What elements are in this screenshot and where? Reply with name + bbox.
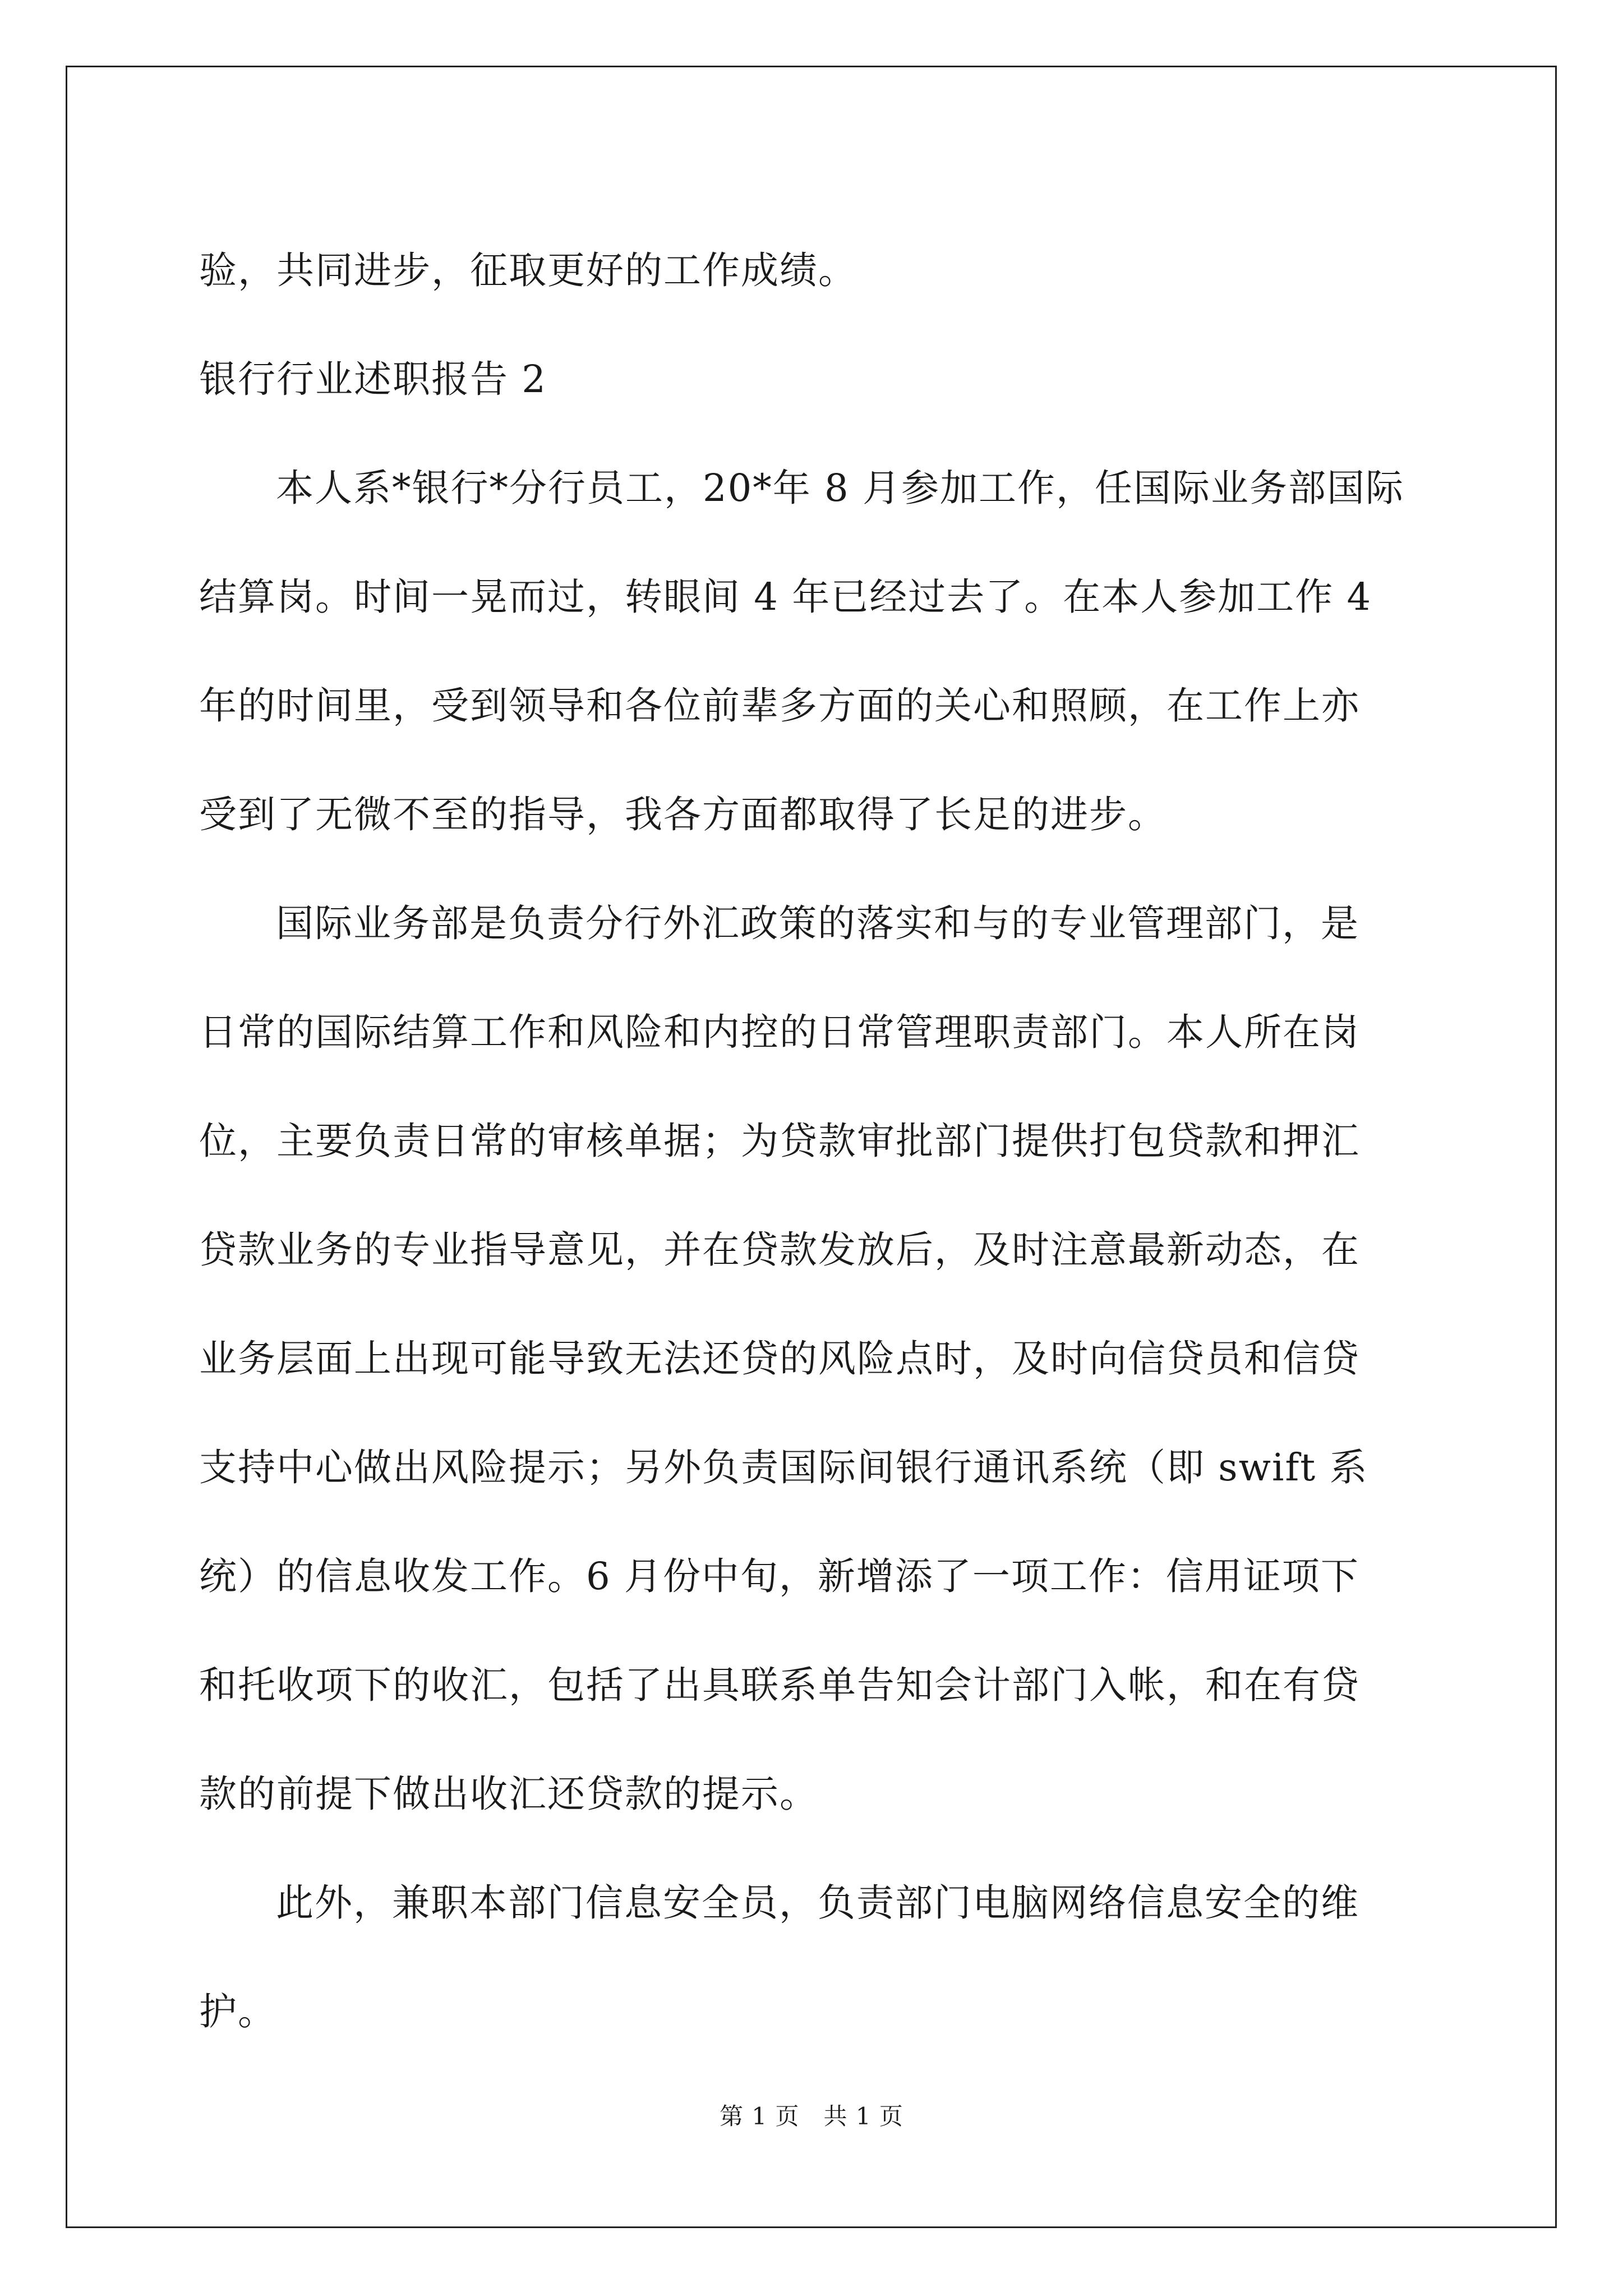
paragraph-2-line: 统）的信息收发工作。6 月份中旬，新增添了一项工作：信用证项下 [199,1554,1359,1598]
page-footer: 第 1 页 共 1 页 [720,2102,903,2130]
paragraph-1-line: 结算岗。时间一晃而过，转眼间 4 年已经过去了。在本人参加工作 4 [199,575,1372,619]
paragraph-2-line: 支持中心做出风险提示；另外负责国际间银行通讯系统（即 swift 系 [199,1446,1368,1489]
paragraph-2-line: 款的前提下做出收汇还贷款的提示。 [199,1772,818,1816]
paragraph-2-line: 国际业务部是负责分行外汇政策的落实和与的专业管理部门，是 [276,901,1359,945]
paragraph-2-line: 日常的国际结算工作和风险和内控的日常管理职责部门。本人所在岗 [199,1010,1360,1054]
section-heading: 银行行业述职报告 2 [199,357,547,401]
paragraph-2-line: 和托收项下的收汇，包括了出具联系单告知会计部门入帐，和在有贷 [199,1663,1360,1707]
paragraph-1-line: 受到了无微不至的指导，我各方面都取得了长足的进步。 [199,793,1166,836]
paragraph-2-line: 位，主要负责日常的审核单据；为贷款审批部门提供打包贷款和押汇 [199,1119,1360,1163]
paragraph-3-line: 护。 [199,1990,276,2033]
document-body [199,216,1424,2066]
text-line: 验，共同进步，征取更好的工作成绩。 [199,249,857,292]
paragraph-3-line: 此外，兼职本部门信息安全员，负责部门电脑网络信息安全的维 [276,1881,1359,1925]
paragraph-1-line: 本人系*银行*分行员工，20*年 8 月参加工作，任国际业务部国际 [276,466,1404,510]
paragraph-2-line: 业务层面上出现可能导致无法还贷的风险点时，及时向信贷员和信贷 [199,1337,1360,1381]
paragraph-2-line: 贷款业务的专业指导意见，并在贷款发放后，及时注意最新动态，在 [199,1228,1360,1272]
paragraph-1-line: 年的时间里，受到领导和各位前辈多方面的关心和照顾，在工作上亦 [199,684,1360,728]
